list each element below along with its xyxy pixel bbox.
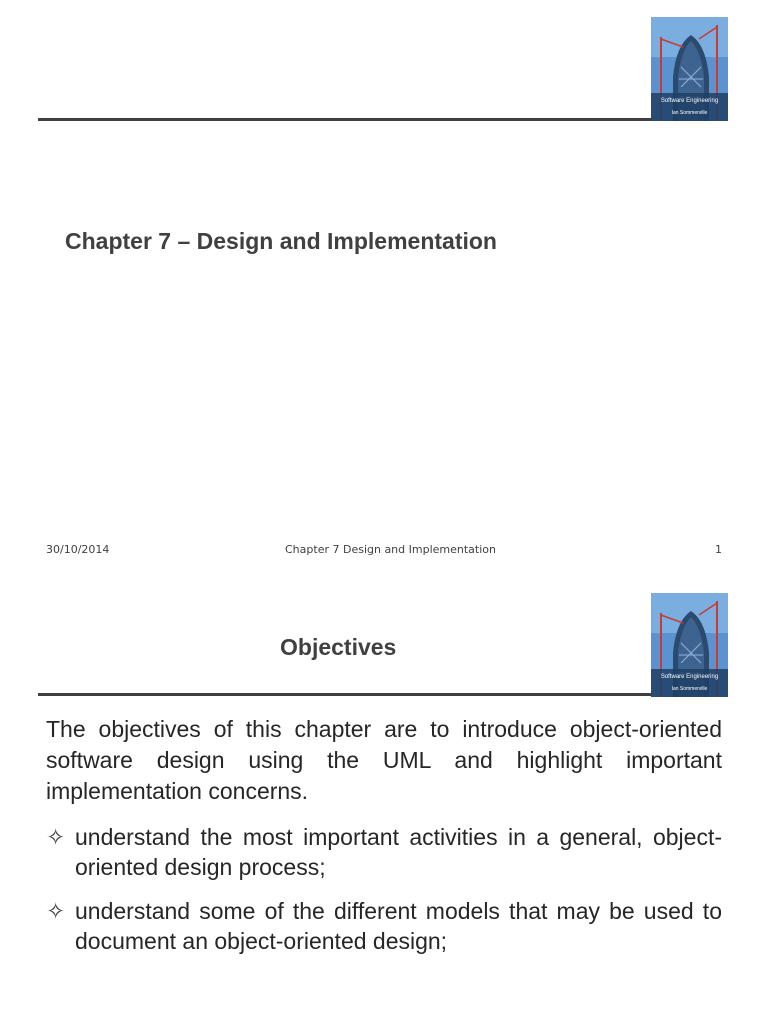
- bullet-text: understand the most important activities in a general, object-oriented design process;: [75, 824, 722, 880]
- slide-heading: Objectives: [280, 634, 397, 660]
- title-divider: [38, 118, 652, 121]
- cover-author: Ian Sommerville: [671, 110, 708, 116]
- cover-artwork: [651, 593, 728, 697]
- cover-title: Software Engineering: [660, 98, 719, 104]
- book-cover-image: [651, 593, 728, 697]
- bullet-item: [46, 896, 722, 956]
- title-divider: [38, 693, 652, 696]
- cover-author: Ian Sommerville: [671, 686, 708, 692]
- footer-date: 30/10/2014: [46, 543, 110, 556]
- bullet-text: understand some of the different models that may be used to document an object-oriented design;: [75, 898, 722, 954]
- bullet-item: [46, 822, 722, 882]
- book-cover-image: [651, 17, 728, 121]
- chapter-title: Chapter 7 – Design and Implementation: [65, 228, 497, 254]
- intro-paragraph: The objectives of this chapter are to introduce object-oriented software design using the UML and highlight important implementation concerns.: [46, 716, 722, 804]
- footer-page-number: 1: [715, 543, 722, 556]
- bullet-star-icon: ✧: [46, 898, 66, 924]
- slide-2: [0, 576, 768, 1024]
- cover-artwork: [651, 17, 728, 121]
- cover-title: Software Engineering: [660, 674, 719, 680]
- bullet-star-icon: ✧: [46, 824, 66, 850]
- footer-chapter: Chapter 7 Design and Implementation: [285, 543, 496, 556]
